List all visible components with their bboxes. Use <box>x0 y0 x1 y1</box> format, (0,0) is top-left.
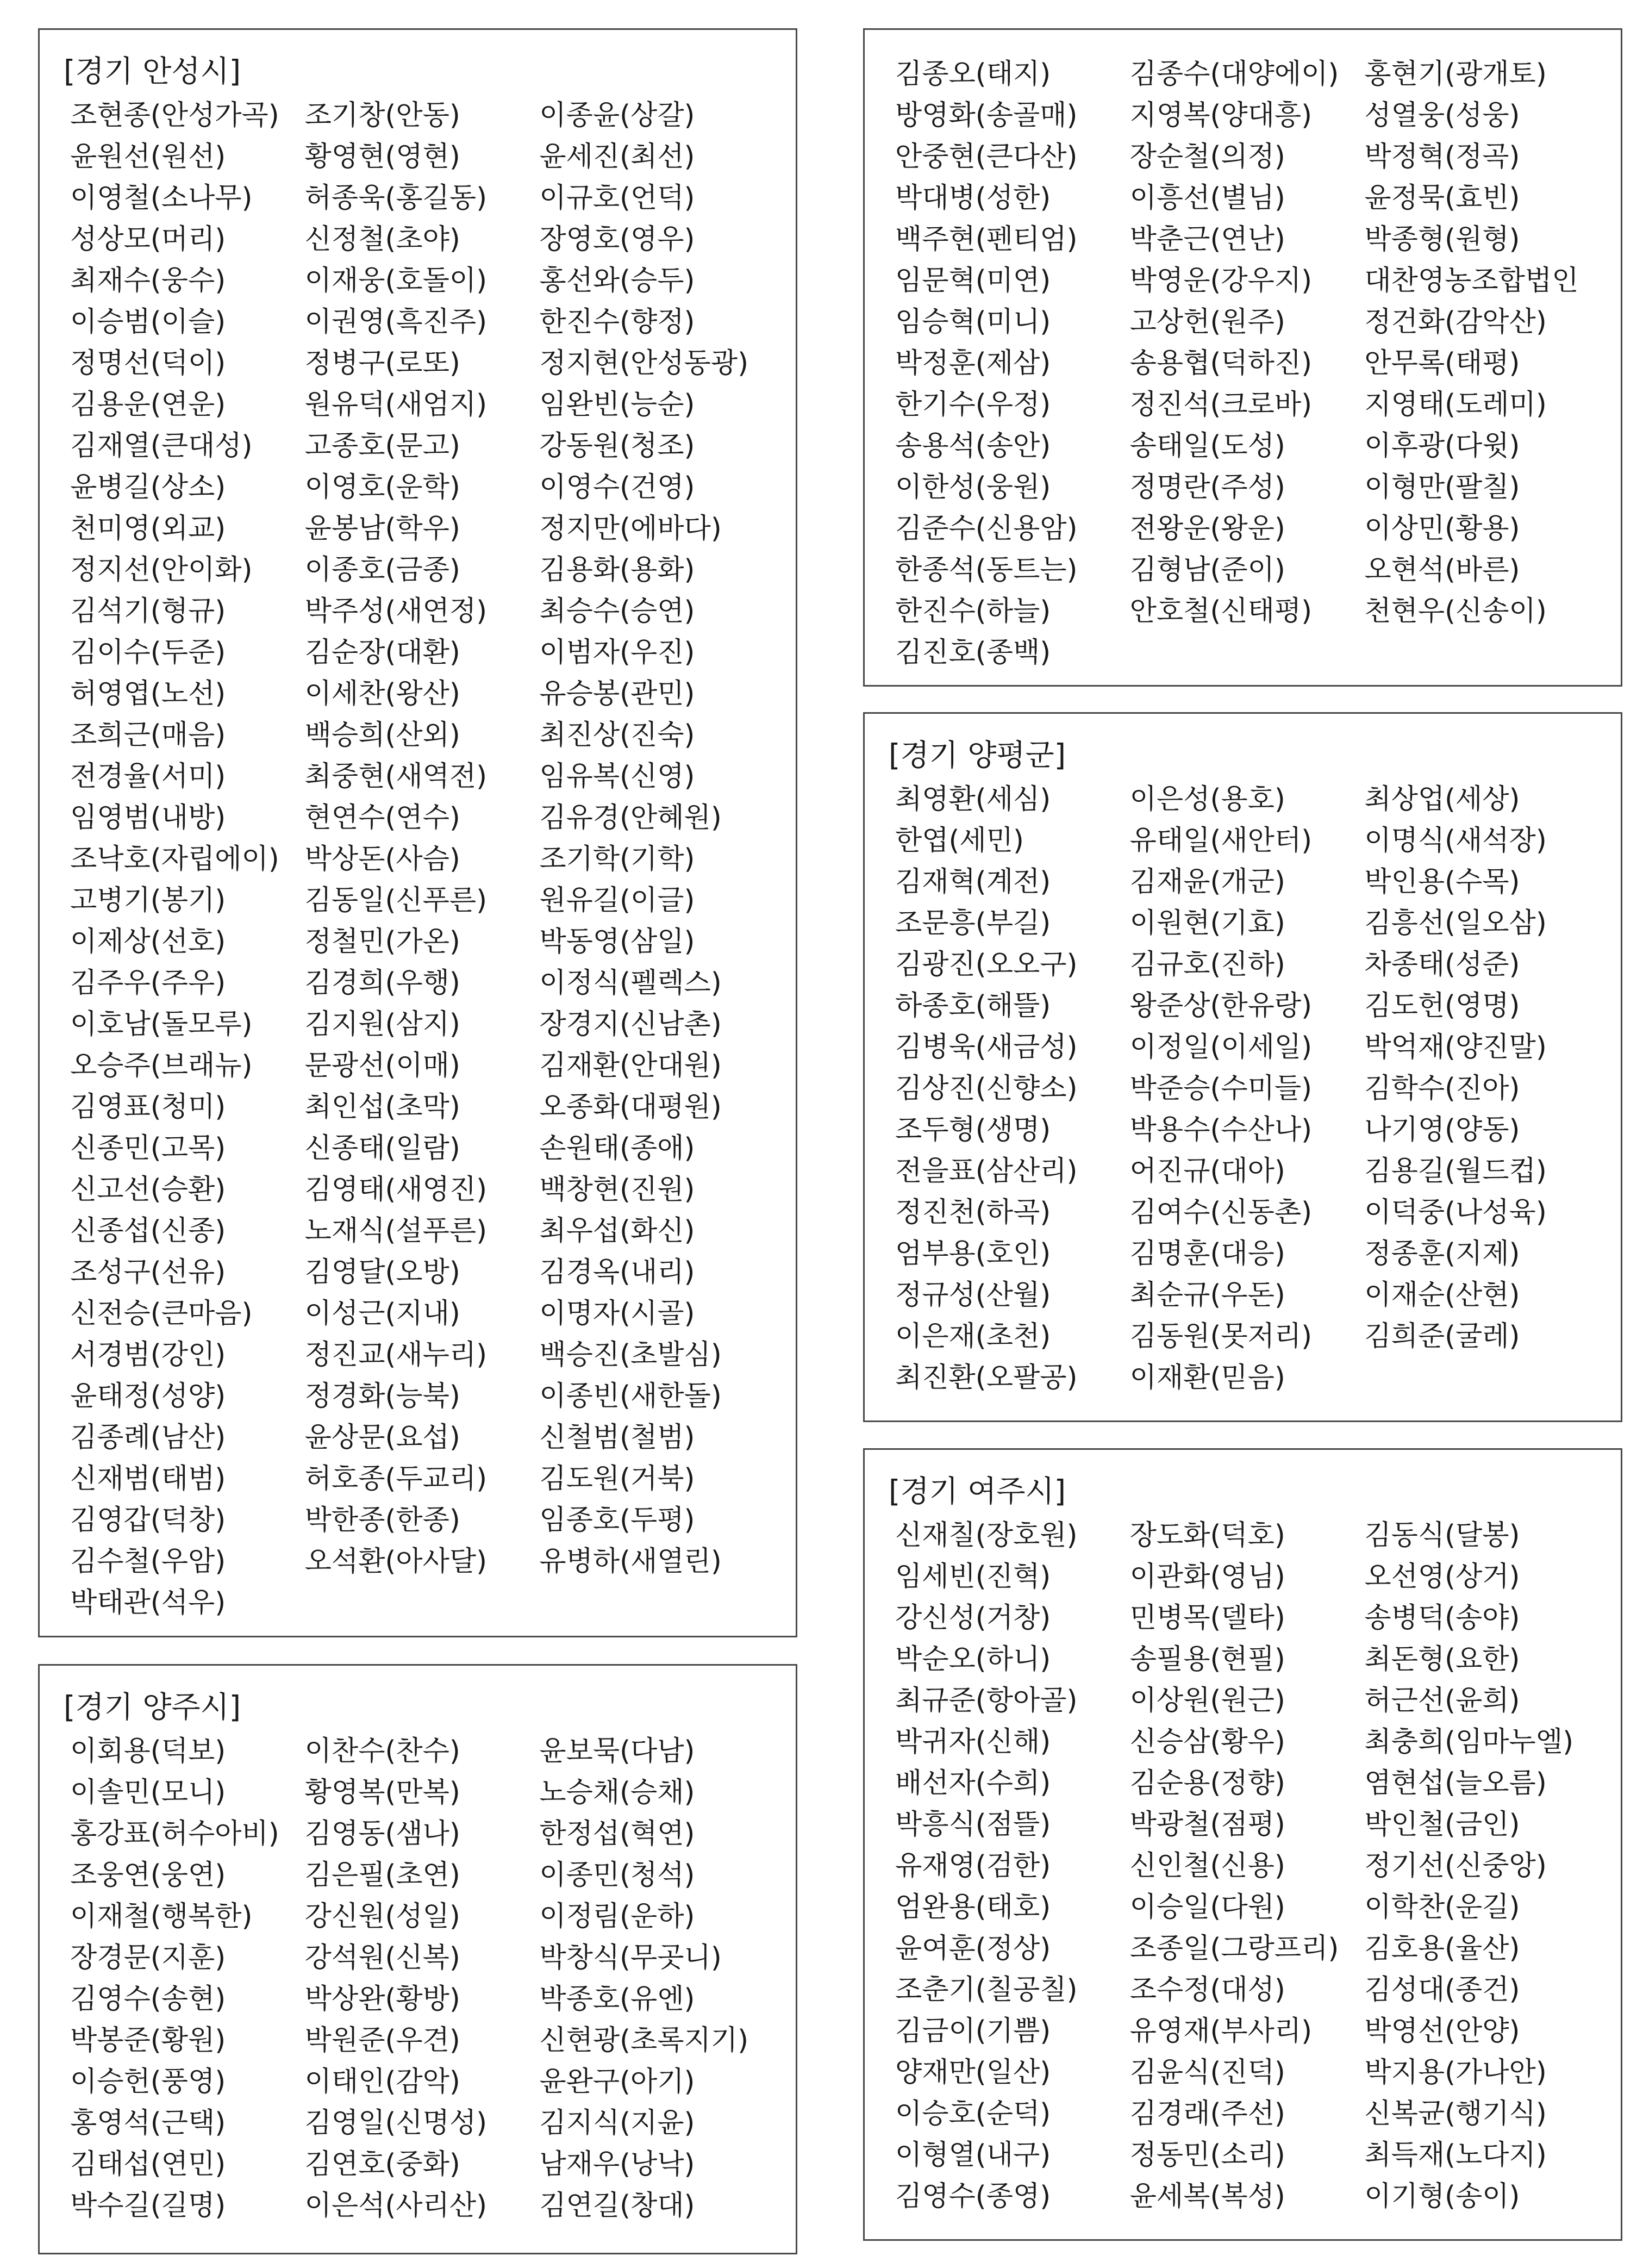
member-entry: 정진천(하곡) <box>895 1197 1051 1229</box>
member-entry: 김영갑(덕창) <box>70 1504 226 1536</box>
member-entry: 이세찬(왕산) <box>304 678 460 710</box>
member-entry: 이정일(이세일) <box>1129 1031 1313 1063</box>
member-entry: 이재철(행복한) <box>70 1901 253 1933</box>
member-entry: 조수정(대성) <box>1129 1974 1285 2006</box>
member-entry: 김경희(우행) <box>304 967 460 999</box>
member-entry: 강신원(성일) <box>304 1901 460 1933</box>
member-entry: 홍영석(근택) <box>70 2107 226 2139</box>
member-entry: 신종태(일람) <box>304 1132 460 1164</box>
member-entry: 이명식(새석장) <box>1364 825 1547 857</box>
member-entry: 김병욱(새금성) <box>895 1031 1078 1063</box>
member-entry: 이정식(펠렉스) <box>539 967 722 999</box>
member-entry: 김종오(태지) <box>895 58 1051 90</box>
member-entry: 이재순(산현) <box>1364 1279 1520 1311</box>
member-entry: 남재우(낭낙) <box>539 2148 695 2180</box>
member-entry: 전경율(서미) <box>70 761 226 793</box>
name-list <box>64 95 774 1624</box>
member-entry: 오현석(바른) <box>1364 554 1520 586</box>
member-entry: 강동원(청조) <box>539 430 695 462</box>
member-entry: 신복균(행기식) <box>1364 2098 1547 2130</box>
member-entry: 정동민(소리) <box>1129 2139 1285 2171</box>
member-entry: 박한종(한종) <box>304 1504 460 1536</box>
member-entry: 조기창(안동) <box>304 99 460 132</box>
member-entry: 안중현(큰다산) <box>895 141 1078 173</box>
member-entry: 조춘기(칠공칠) <box>895 1974 1078 2006</box>
member-entry: 이승일(다원) <box>1129 1891 1285 1923</box>
member-entry: 김영태(새영진) <box>304 1174 488 1206</box>
member-entry: 김종례(남산) <box>70 1422 226 1454</box>
member-entry: 이상원(원근) <box>1129 1685 1285 1717</box>
member-entry: 김은필(초연) <box>304 1859 460 1891</box>
member-entry: 방영화(송골매) <box>895 99 1078 132</box>
member-entry: 이영수(건영) <box>539 471 695 503</box>
member-entry: 지영복(양대흥) <box>1129 99 1313 132</box>
member-entry: 홍강표(허수아비) <box>70 1818 279 1850</box>
member-entry: 박지용(가나안) <box>1364 2057 1547 2089</box>
member-entry: 김동원(못저리) <box>1129 1320 1313 1353</box>
member-entry: 정병구(로또) <box>304 347 460 379</box>
member-entry: 김지식(지윤) <box>539 2107 695 2139</box>
member-entry: 허영엽(노선) <box>70 678 226 710</box>
member-entry: 이은석(사리산) <box>304 2190 488 2222</box>
member-entry: 임문혁(미연) <box>895 265 1051 297</box>
member-entry: 최승수(승연) <box>539 595 695 627</box>
member-entry: 김상진(신향소) <box>895 1073 1078 1105</box>
member-entry: 박대병(성한) <box>895 182 1051 214</box>
member-entry: 김재환(안대원) <box>539 1050 722 1082</box>
member-entry: 이한성(웅원) <box>895 471 1051 503</box>
member-entry: 이찬수(찬수) <box>304 1735 460 1767</box>
member-entry: 조문흥(부길) <box>895 907 1051 939</box>
member-entry: 박동영(삼일) <box>539 926 695 958</box>
member-entry: 이영철(소나무) <box>70 182 253 214</box>
member-entry: 김용길(월드컵) <box>1364 1155 1547 1187</box>
member-entry: 박정혁(정곡) <box>1364 141 1520 173</box>
member-entry: 김종수(대양에이) <box>1129 58 1339 90</box>
member-entry: 윤정묵(효빈) <box>1364 182 1520 214</box>
member-entry: 박주성(새연정) <box>304 595 488 627</box>
member-entry: 천미영(외교) <box>70 513 226 545</box>
member-entry: 김영수(송현) <box>70 1983 226 2015</box>
member-entry: 정명란(주성) <box>1129 471 1285 503</box>
member-entry: 신정철(초야) <box>304 223 460 256</box>
member-entry: 이종빈(새한돌) <box>539 1380 722 1412</box>
member-entry: 정지선(안이화) <box>70 554 253 586</box>
member-entry: 박억재(양진말) <box>1364 1031 1547 1063</box>
member-entry: 김영표(청미) <box>70 1091 226 1123</box>
member-entry: 정종훈(지제) <box>1364 1238 1520 1270</box>
member-entry: 송태일(도성) <box>1129 430 1285 462</box>
member-entry: 임승혁(미니) <box>895 306 1051 338</box>
member-entry: 이성근(지내) <box>304 1298 460 1330</box>
member-entry: 박태관(석우) <box>70 1587 226 1619</box>
member-entry: 장경문(지훈) <box>70 1942 226 1974</box>
member-entry: 임완빈(능순) <box>539 389 695 421</box>
member-entry: 강신성(거창) <box>895 1602 1051 1634</box>
member-entry: 유승봉(관민) <box>539 678 695 710</box>
member-entry: 김재윤(개군) <box>1129 866 1285 898</box>
member-entry: 홍선와(승두) <box>539 265 695 297</box>
member-entry: 정기선(신중앙) <box>1364 1850 1547 1882</box>
member-entry: 조두형(생명) <box>895 1114 1051 1146</box>
member-entry: 김순용(정향) <box>1129 1767 1285 1799</box>
member-entry: 유영재(부사리) <box>1129 2015 1313 2047</box>
member-entry: 김흥선(일오삼) <box>1364 907 1547 939</box>
member-entry: 엄완용(태호) <box>895 1891 1051 1923</box>
member-entry: 김형남(준이) <box>1129 554 1285 586</box>
member-entry: 정진석(크로바) <box>1129 389 1313 421</box>
member-entry: 윤봉남(학우) <box>304 513 460 545</box>
member-entry: 김호용(율산) <box>1364 1933 1520 1965</box>
member-entry: 신종민(고목) <box>70 1132 226 1164</box>
member-entry: 이승헌(풍영) <box>70 2066 226 2098</box>
member-entry: 신철범(철범) <box>539 1422 695 1454</box>
member-entry: 지영태(도레미) <box>1364 389 1547 421</box>
member-entry: 이제상(선호) <box>70 926 226 958</box>
member-entry: 최돈형(요한) <box>1364 1643 1520 1675</box>
member-entry: 장영호(영우) <box>539 223 695 256</box>
member-entry: 박인철(금인) <box>1364 1809 1520 1841</box>
member-entry: 윤완구(아기) <box>539 2066 695 2098</box>
member-entry: 박창식(무곳니) <box>539 1942 722 1974</box>
member-entry: 박영선(안양) <box>1364 2015 1520 2047</box>
member-entry: 백주현(펜티엄) <box>895 223 1078 256</box>
member-entry: 최인섭(초막) <box>304 1091 460 1123</box>
member-entry: 윤세진(최선) <box>539 141 695 173</box>
member-entry: 전왕운(왕운) <box>1129 513 1285 545</box>
member-entry: 문광선(이매) <box>304 1050 460 1082</box>
member-entry: 조성구(선유) <box>70 1256 226 1288</box>
member-entry: 정지현(안성동광) <box>539 347 748 379</box>
member-entry: 김성대(종건) <box>1364 1974 1520 2006</box>
member-entry: 윤병길(상소) <box>70 471 226 503</box>
member-entry: 전을표(삼산리) <box>895 1155 1078 1187</box>
member-entry: 한정섭(혁연) <box>539 1818 695 1850</box>
member-entry: 윤태정(성양) <box>70 1380 226 1412</box>
member-entry: 박상돈(사슴) <box>304 843 460 875</box>
member-entry: 임세빈(진혁) <box>895 1561 1051 1593</box>
member-entry: 박춘근(연난) <box>1129 223 1285 256</box>
member-entry: 윤원선(원선) <box>70 141 226 173</box>
member-entry: 김재열(큰대성) <box>70 430 253 462</box>
member-entry: 이정림(운하) <box>539 1901 695 1933</box>
member-entry: 장도화(덕호) <box>1129 1519 1285 1552</box>
section-untitled-continuation <box>863 28 1622 687</box>
member-entry: 최순규(우돈) <box>1129 1279 1285 1311</box>
section-title: [경기 양평군] <box>889 738 1066 772</box>
member-entry: 김윤식(진덕) <box>1129 2057 1285 2089</box>
member-entry: 윤여훈(정상) <box>895 1933 1051 1965</box>
member-entry: 양재만(일산) <box>895 2057 1051 2089</box>
member-entry: 황영현(영현) <box>304 141 460 173</box>
member-entry: 홍현기(광개토) <box>1364 58 1547 90</box>
member-entry: 김재혁(계전) <box>895 866 1051 898</box>
member-entry: 이호남(돌모루) <box>70 1008 253 1040</box>
member-entry: 왕준상(한유랑) <box>1129 990 1313 1022</box>
member-entry: 김영달(오방) <box>304 1256 460 1288</box>
member-entry: 정진교(새누리) <box>304 1339 488 1371</box>
member-entry: 김수철(우암) <box>70 1546 226 1578</box>
member-entry: 김지원(삼지) <box>304 1008 460 1040</box>
member-entry: 이재환(믿음) <box>1129 1362 1285 1394</box>
member-entry: 장경지(신남촌) <box>539 1008 722 1040</box>
member-entry: 배선자(수희) <box>895 1767 1051 1799</box>
member-entry: 노재식(설푸른) <box>304 1215 488 1247</box>
member-entry: 최진환(오팔공) <box>895 1362 1078 1394</box>
section-title: [경기 양주시] <box>64 1690 241 1724</box>
member-entry: 고상헌(원주) <box>1129 306 1285 338</box>
member-entry: 이흥선(별님) <box>1129 182 1285 214</box>
member-entry: 김연호(중화) <box>304 2148 460 2180</box>
member-entry: 황영복(만복) <box>304 1777 460 1809</box>
member-entry: 김주우(주우) <box>70 967 226 999</box>
member-entry: 장순철(의정) <box>1129 141 1285 173</box>
member-entry: 허호종(두교리) <box>304 1463 488 1495</box>
member-entry: 이솔민(모니) <box>70 1777 226 1809</box>
member-entry: 박광철(점평) <box>1129 1809 1285 1841</box>
member-entry: 김학수(진아) <box>1364 1073 1520 1105</box>
member-entry: 김순장(대환) <box>304 637 460 669</box>
member-entry: 차종태(성준) <box>1364 949 1520 981</box>
member-entry: 이태인(감악) <box>304 2066 460 2098</box>
member-entry: 오종화(대평원) <box>539 1091 722 1123</box>
member-entry: 김도원(거북) <box>539 1463 695 1495</box>
member-entry: 조종일(그랑프리) <box>1129 1933 1339 1965</box>
section-yeoju <box>863 1448 1622 2241</box>
member-entry: 송필용(현필) <box>1129 1643 1285 1675</box>
member-entry: 이관화(영님) <box>1129 1561 1285 1593</box>
member-entry: 박상완(황방) <box>304 1983 460 2015</box>
member-entry: 한엽(세민) <box>895 825 1024 857</box>
member-entry: 김유경(안혜원) <box>539 802 722 834</box>
member-entry: 강석원(신복) <box>304 1942 460 1974</box>
member-entry: 김여수(신동촌) <box>1129 1197 1313 1229</box>
member-entry: 신재범(태범) <box>70 1463 226 1495</box>
member-entry: 나기영(양동) <box>1364 1114 1520 1146</box>
member-entry: 유재영(검한) <box>895 1850 1051 1882</box>
member-entry: 이범자(우진) <box>539 637 695 669</box>
member-entry: 이은성(용호) <box>1129 783 1285 815</box>
member-entry: 임종호(두평) <box>539 1504 695 1536</box>
member-entry: 유병하(새열린) <box>539 1546 722 1578</box>
member-entry: 이덕중(나성육) <box>1364 1197 1547 1229</box>
member-entry: 서경범(강인) <box>70 1339 226 1371</box>
member-entry: 정건화(감악산) <box>1364 306 1547 338</box>
member-entry: 이기형(송이) <box>1364 2180 1520 2213</box>
member-entry: 신현광(초록지기) <box>539 2024 748 2057</box>
member-entry: 최득재(노다지) <box>1364 2139 1547 2171</box>
member-entry: 허근선(윤희) <box>1364 1685 1520 1717</box>
member-entry: 송용석(송안) <box>895 430 1051 462</box>
member-entry: 이종윤(상갈) <box>539 99 695 132</box>
member-entry: 박봉준(황원) <box>70 2024 226 2057</box>
section-yangpyeong <box>863 712 1622 1422</box>
member-entry: 조낙호(자립에이) <box>70 843 279 875</box>
member-entry: 김동식(달봉) <box>1364 1519 1520 1552</box>
member-entry: 최중현(새역전) <box>304 761 488 793</box>
member-entry: 김희준(굴레) <box>1364 1320 1520 1353</box>
member-entry: 오승주(브래뉴) <box>70 1050 253 1082</box>
member-entry: 이회용(덕보) <box>70 1735 226 1767</box>
member-entry: 김준수(신용암) <box>895 513 1078 545</box>
member-entry: 최재수(웅수) <box>70 265 226 297</box>
member-entry: 신승삼(황우) <box>1129 1726 1285 1758</box>
member-entry: 박순오(하니) <box>895 1643 1051 1675</box>
member-entry: 정명선(덕이) <box>70 347 226 379</box>
member-entry: 정철민(가온) <box>304 926 460 958</box>
member-entry: 고종호(문고) <box>304 430 460 462</box>
member-entry: 윤보묵(다남) <box>539 1735 695 1767</box>
member-entry: 오선영(상거) <box>1364 1561 1520 1593</box>
member-entry: 안호철(신태평) <box>1129 595 1313 627</box>
member-entry: 원유덕(새엄지) <box>304 389 488 421</box>
member-entry: 성상모(머리) <box>70 223 226 256</box>
member-entry: 이종호(금종) <box>304 554 460 586</box>
member-entry: 오석환(아사달) <box>304 1546 488 1578</box>
member-entry: 신고선(승환) <box>70 1174 226 1206</box>
member-entry: 이규호(언덕) <box>539 182 695 214</box>
member-entry: 김도헌(영명) <box>1364 990 1520 1022</box>
member-entry: 김석기(형규) <box>70 595 226 627</box>
member-entry: 김이수(두준) <box>70 637 226 669</box>
member-entry: 조현종(안성가곡) <box>70 99 279 132</box>
member-entry: 현연수(연수) <box>304 802 460 834</box>
member-entry: 유태일(새안터) <box>1129 825 1313 857</box>
member-entry: 박흥식(점뜰) <box>895 1809 1051 1841</box>
member-entry: 김태섭(연민) <box>70 2148 226 2180</box>
member-entry: 김용운(연운) <box>70 389 226 421</box>
member-entry: 조희근(매음) <box>70 719 226 751</box>
member-entry: 박종호(유엔) <box>539 1983 695 2015</box>
member-entry: 손원태(종애) <box>539 1132 695 1164</box>
member-entry: 박준승(수미들) <box>1129 1073 1313 1105</box>
member-entry: 이형만(팔칠) <box>1364 471 1520 503</box>
member-entry: 김동일(신푸른) <box>304 884 488 917</box>
member-entry: 신재칠(장호원) <box>895 1519 1078 1552</box>
member-entry: 백승희(산외) <box>304 719 460 751</box>
member-entry: 김금이(기쁨) <box>895 2015 1051 2047</box>
member-entry: 대찬영농조합법인 <box>1364 265 1579 297</box>
member-entry: 최충희(임마누엘) <box>1364 1726 1573 1758</box>
member-entry: 김영일(신명성) <box>304 2107 488 2139</box>
member-entry: 정규성(산월) <box>895 1279 1051 1311</box>
member-entry: 정경화(능북) <box>304 1380 460 1412</box>
member-entry: 최규준(항아골) <box>895 1685 1078 1717</box>
section-title: [경기 여주시] <box>889 1474 1066 1509</box>
member-entry: 노승채(승채) <box>539 1777 695 1809</box>
member-entry: 원유길(이글) <box>539 884 695 917</box>
member-entry: 염현섭(늘오름) <box>1364 1767 1547 1799</box>
member-entry: 이은재(초천) <box>895 1320 1051 1353</box>
member-entry: 박영운(강우지) <box>1129 265 1313 297</box>
member-entry: 어진규(대아) <box>1129 1155 1285 1187</box>
member-entry: 김경옥(내리) <box>539 1256 695 1288</box>
name-list <box>889 1515 1599 2217</box>
member-entry: 박귀자(신해) <box>895 1726 1051 1758</box>
member-entry: 송용협(덕하진) <box>1129 347 1313 379</box>
member-entry: 박인용(수목) <box>1364 866 1520 898</box>
member-entry: 성열웅(성웅) <box>1364 99 1520 132</box>
member-entry: 하종호(해뜰) <box>895 990 1051 1022</box>
member-entry: 김규호(진하) <box>1129 949 1285 981</box>
member-entry: 백승진(초발심) <box>539 1339 722 1371</box>
member-entry: 김용화(용화) <box>539 554 695 586</box>
member-entry: 박원준(우견) <box>304 2024 460 2057</box>
member-entry: 이승범(이슬) <box>70 306 226 338</box>
member-entry: 이원현(기효) <box>1129 907 1285 939</box>
member-entry: 민병목(델타) <box>1129 1602 1285 1634</box>
member-entry: 고병기(봉기) <box>70 884 226 917</box>
member-entry: 이후광(다윗) <box>1364 430 1520 462</box>
member-entry: 안무록(태평) <box>1364 347 1520 379</box>
member-entry: 김영수(종영) <box>895 2180 1051 2213</box>
member-entry: 이승호(순덕) <box>895 2098 1051 2130</box>
member-entry: 한진수(향정) <box>539 306 695 338</box>
member-entry: 신종섭(신종) <box>70 1215 226 1247</box>
member-entry: 윤상문(요섭) <box>304 1422 460 1454</box>
member-entry: 송병덕(송야) <box>1364 1602 1520 1634</box>
member-entry: 천현우(신송이) <box>1364 595 1547 627</box>
member-entry: 최영환(세심) <box>895 783 1051 815</box>
member-entry: 김명훈(대응) <box>1129 1238 1285 1270</box>
member-entry: 허종욱(홍길동) <box>304 182 488 214</box>
member-entry: 임영범(내방) <box>70 802 226 834</box>
member-entry: 최상업(세상) <box>1364 783 1520 815</box>
member-entry: 엄부용(호인) <box>895 1238 1051 1270</box>
member-entry: 박수길(길명) <box>70 2190 226 2222</box>
name-list <box>64 1731 774 2227</box>
member-entry: 이재웅(호돌이) <box>304 265 488 297</box>
member-entry: 한진수(하늘) <box>895 595 1051 627</box>
member-entry: 이상민(황용) <box>1364 513 1520 545</box>
member-entry: 김연길(창대) <box>539 2190 695 2222</box>
member-entry: 김영동(샘나) <box>304 1818 460 1850</box>
member-entry: 최진상(진숙) <box>539 719 695 751</box>
member-entry: 박정훈(제삼) <box>895 347 1051 379</box>
member-entry: 한기수(우정) <box>895 389 1051 421</box>
member-entry: 윤세복(복성) <box>1129 2180 1285 2213</box>
member-entry: 조웅연(웅연) <box>70 1859 226 1891</box>
member-entry: 김경래(주선) <box>1129 2098 1285 2130</box>
member-entry: 백창현(진원) <box>539 1174 695 1206</box>
member-entry: 신인철(신용) <box>1129 1850 1285 1882</box>
member-entry: 이권영(흑진주) <box>304 306 488 338</box>
member-entry: 이학찬(운길) <box>1364 1891 1520 1923</box>
member-entry: 정지만(에바다) <box>539 513 722 545</box>
member-entry: 이형열(내구) <box>895 2139 1051 2171</box>
member-entry: 이명자(시골) <box>539 1298 695 1330</box>
member-entry: 이영호(운학) <box>304 471 460 503</box>
member-entry: 임유복(신영) <box>539 761 695 793</box>
section-title: [경기 안성시] <box>64 54 241 89</box>
member-entry: 조기학(기학) <box>539 843 695 875</box>
name-list <box>889 54 1599 674</box>
member-entry: 이종민(청석) <box>539 1859 695 1891</box>
section-yangju <box>38 1664 797 2254</box>
member-entry: 최우섭(화신) <box>539 1215 695 1247</box>
member-entry: 김광진(오오구) <box>895 949 1078 981</box>
member-entry: 신전승(큰마음) <box>70 1298 253 1330</box>
member-entry: 박종형(원형) <box>1364 223 1520 256</box>
member-entry: 김진호(종백) <box>895 637 1051 669</box>
member-entry: 박용수(수산나) <box>1129 1114 1313 1146</box>
section-anseong <box>38 28 797 1637</box>
member-entry: 한종석(동트는) <box>895 554 1078 586</box>
name-list <box>889 779 1599 1399</box>
